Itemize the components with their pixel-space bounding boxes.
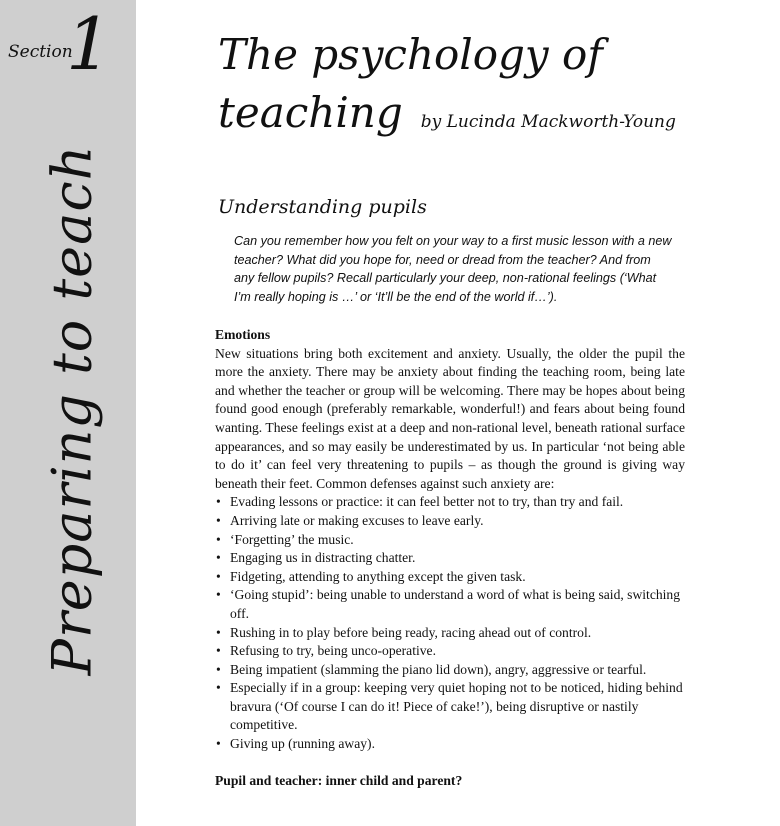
- page-title: [218, 26, 676, 151]
- defenses-list: [215, 493, 685, 753]
- emotions-heading: Emotions: [215, 327, 271, 342]
- list-item: • Being impatient (slamming the piano lid down), angry, aggressive or tearful.: [215, 661, 685, 680]
- section-sidebar: [0, 0, 136, 826]
- section-title-vertical: Preparing to teach: [40, 144, 104, 676]
- section-subheading: Understanding pupils: [218, 196, 427, 218]
- list-item: • Refusing to try, being unco-operative.: [215, 642, 685, 661]
- list-item: • ‘Going stupid’: being unable to understand a word of what is being said, switching off.: [215, 586, 685, 623]
- list-item: • Rushing in to play before being ready, racing ahead out of control.: [215, 624, 685, 643]
- list-item: • Giving up (running away).: [215, 735, 685, 754]
- emotions-paragraph: New situations bring both excitement and anxiety. Usually, the older the pupil the more the anxiety. There may be anxiety about finding the teaching room, being late and whether the teacher or group will be welcoming. There may be hopes about being found good enough (preferably remarkable, wonderful!) and fears about being found wanting. These feelings exist at a deep and non-rational level, beneath rational surface appearances, and so may easily be underestimated by us. In particular ‘not being able to do it’ can feel very threatening to pupils – as though the ground is giving way beneath their feet. Common defenses against such anxiety are:: [215, 345, 685, 491]
- list-item: • ‘Forgetting’ the music.: [215, 531, 685, 550]
- list-item: • Arriving late or making excuses to leave early.: [215, 512, 685, 531]
- list-item: • Evading lessons or practice: it can feel better not to try, than try and fail.: [215, 493, 685, 512]
- section-number: 1: [66, 2, 112, 86]
- author-byline: by Lucinda Mackworth-Young: [420, 112, 676, 132]
- list-item: • Fidgeting, attending to anything except the given task.: [215, 568, 685, 587]
- title-line-2: [218, 84, 676, 151]
- body-column: [215, 326, 685, 790]
- intro-paragraph: Can you remember how you felt on your way to a first music lesson with a new teacher? What did you hope for, need or dread from the teacher? And from any fellow pupils? Recall particularly your deep, non-rational feelings (‘What I’m really hoping is …’ or ‘It’ll be the end of the world if…’).: [234, 234, 672, 305]
- title-line-1: The psychology of: [218, 30, 603, 79]
- pupil-teacher-heading: Pupil and teacher: inner child and parent?: [215, 772, 463, 788]
- list-item: • Especially if in a group: keeping very quiet hoping not to be noticed, hiding behind bravura (‘Of course I can do it! Piece of cake!’), being disruptive or nastily competitive.: [215, 679, 685, 735]
- section-label: Section: [8, 42, 73, 62]
- title-line-2-text: teaching: [218, 88, 403, 137]
- list-item: • Engaging us in distracting chatter.: [215, 549, 685, 568]
